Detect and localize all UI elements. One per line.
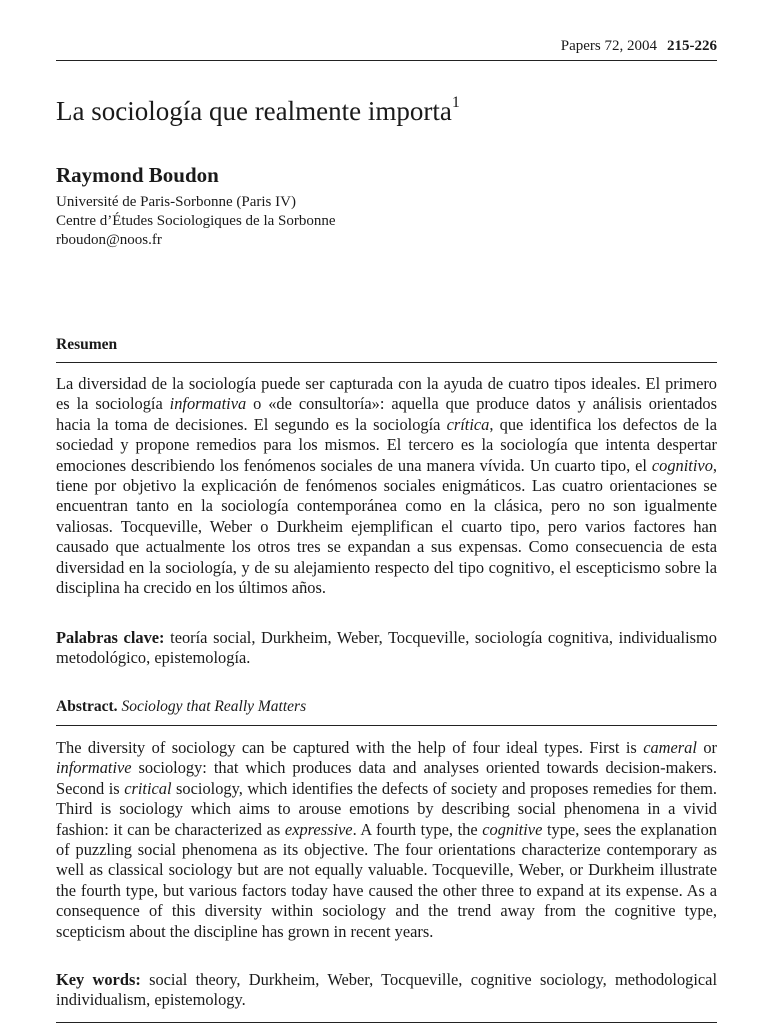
resumen-emphasis-cognitivo: cognitivo (651, 455, 713, 475)
resumen-keywords-label: Palabras clave: (56, 628, 165, 647)
author-email: rboudon@noos.fr (56, 232, 162, 248)
resumen-text-3: , que identifica los defectos de la sociedad y propone remedios para los mismos. El tercero es la sociología que intenta despertar emociones describiendo los fenómenos sociales de una manera vívida. Un cuarto tipo, el (56, 414, 717, 475)
affiliation-centre: Centre d’Études Sociologiques de la Sorbonne (56, 213, 336, 229)
abstract-text-2: or (696, 738, 717, 757)
abstract-emphasis-cognitive: cognitive (482, 819, 543, 839)
title-text: La sociología que realmente importa (56, 96, 452, 126)
abstract-keywords-text: social theory, Durkheim, Weber, Tocqueville, cognitive sociology, methodological individualism, epistemology. (56, 970, 718, 1010)
abstract-text-6: type, sees the explanation of puzzling social phenomena as its objective. The four orientations characterize contemporary as well as classical sociology but are not equally valuable. Tocqueville, Weber, or Durkheim illustrate the fourth type, but various factors today have caused the other three to expand at its expense. As a consequence of this diversity within sociology and the trend away from the cognitive type, scepticism about the discipline has grown in recent years. (56, 819, 717, 941)
resumen-emphasis-critica: crítica (446, 414, 490, 434)
abstract-text-5: . A fourth type, the (352, 819, 483, 839)
abstract-emphasis-critical: critical (124, 778, 172, 798)
resumen-keywords-text: teoría social, Durkheim, Weber, Tocqueville, sociología cognitiva, individualismo metodológico, epistemología. (56, 628, 717, 668)
abstract-text-4: sociology, which identifies the defects of society and proposes remedies for them. Third is sociology which aims to arouse emotions by describing social phenomena in a vivid fashion: it can be characterized as (56, 778, 717, 839)
resumen-keywords (56, 628, 717, 669)
author-affiliation (56, 193, 336, 250)
abstract-subtitle: Sociology that Really Matters (121, 698, 307, 715)
abstract-keywords (56, 970, 717, 1011)
article-title (56, 96, 460, 127)
abstract-emphasis-expressive: expressive (284, 819, 353, 839)
resumen-rule (56, 362, 717, 363)
footer-rule (56, 1022, 717, 1023)
resumen-text-1: La diversidad de la sociología puede ser capturada con la ayuda de cuatro tipos ideales. El primero es la sociología (56, 374, 717, 414)
abstract-emphasis-cameral: cameral (643, 738, 697, 757)
page-range: 215-226 (667, 38, 717, 54)
resumen-body (56, 374, 717, 598)
abstract-text-1: The diversity of sociology can be captured with the help of four ideal types. First is (56, 738, 644, 757)
abstract-heading (56, 698, 717, 716)
resumen-text-2: o «de consultoría»: aquella que produce datos y análisis orientados hacia la toma de decisiones. El segundo es la sociología (56, 394, 717, 434)
abstract-body (56, 738, 717, 942)
running-header (561, 38, 717, 55)
journal-citation: Papers 72, 2004 (560, 38, 657, 54)
resumen-heading-text: Resumen (56, 336, 118, 353)
resumen-text-4: , tiene por objetivo la explicación de fenómenos sociales enigmáticos. Las cuatro orientaciones se encuentran tanto en la sociología contemporánea como en la clásica, pero no son igualmente valiosas. Tocqueville, Weber o Durkheim ejemplifican el cuarto tipo, pero varios factores han causado que actualmente los otros tres se expandan a sus expensas. Como consecuencia de esta diversidad en la sociología, y de su alejamiento respecto del tipo cognitivo, el escepticismo sobre la disciplina ha crecido en los últimos años. (56, 455, 717, 598)
paper-page (56, 0, 717, 1024)
resumen-emphasis-informativa: informativa (169, 394, 247, 414)
author-name: Raymond Boudon (56, 163, 219, 187)
resumen-heading (56, 336, 717, 354)
affiliation-university: Université de Paris-Sorbonne (Paris IV) (56, 194, 296, 210)
abstract-text-3: sociology: that which produces data and analyses oriented towards decision-makers. Second is (56, 758, 717, 798)
abstract-heading-text: Abstract. (56, 698, 118, 715)
abstract-emphasis-informative: informative (56, 758, 132, 778)
title-footnote-mark: 1 (451, 94, 460, 111)
abstract-rule (56, 725, 717, 726)
abstract-keywords-label: Key words: (56, 970, 141, 989)
header-rule (56, 60, 717, 61)
